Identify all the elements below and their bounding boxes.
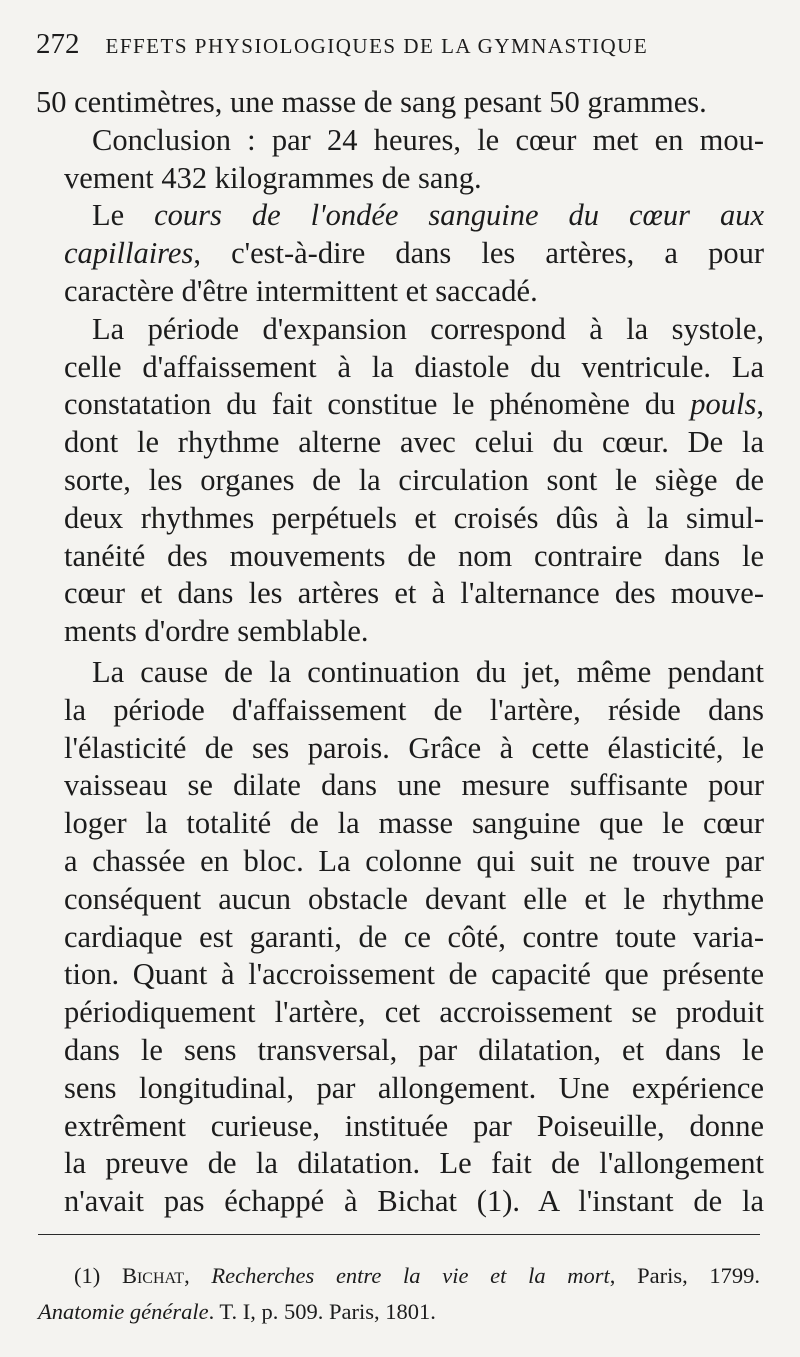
text-line (36, 197, 764, 235)
text-line: l'élasticité de ses parois. Grâce à cette élasticité, le (64, 730, 764, 765)
text-line: caractère d'être intermittent et saccadé. (64, 273, 538, 308)
text-line: Conclusion : par 24 heures, le cœur met en mou- (92, 122, 764, 157)
text-line: la preuve de la dilatation. Le fait de l'allongement (64, 1146, 764, 1181)
paragraph (36, 311, 764, 651)
text-span: , (184, 1263, 190, 1288)
text-line: La cause de la continuation du jet, même pendant (92, 654, 764, 689)
running-title: EFFETS PHYSIOLOGIQUES DE LA GYMNASTIQUE (105, 34, 649, 58)
text-line: La période d'expansion correspond à la systole, (92, 311, 764, 346)
running-head (36, 28, 764, 84)
footnote-title: Anatomie générale (38, 1299, 209, 1324)
body-text (36, 84, 764, 1221)
footnote-line (38, 1294, 760, 1330)
text-line: vaisseau se dilate dans une mesure suffisante pour (64, 768, 764, 803)
text-line: sorte, les organes de la circulation sont le siège de (64, 462, 764, 497)
paragraph (36, 197, 764, 310)
text-line: tion. Quant à l'accroissement de capacité que présente (64, 957, 764, 992)
text-line (36, 235, 764, 273)
text-line: dans le sens transversal, par dilatation, et dans le (64, 1032, 764, 1067)
footnote-publication: . T. I, p. 509. Paris, 1801. (208, 1299, 436, 1324)
text-line: dont le rhythme alterne avec celui du cœur. De la (64, 425, 764, 460)
italic-text: pouls (690, 387, 757, 422)
footnote-marker: (1) (74, 1263, 101, 1288)
text-span: Le (92, 198, 125, 233)
footnote-publication: , Paris, 1799. (609, 1263, 761, 1288)
footnote (38, 1258, 760, 1330)
text-line: celle d'affaissement à la diastole du ventricule. La (64, 349, 764, 384)
footnote-rule (38, 1234, 760, 1235)
text-span: , (756, 387, 764, 422)
text-line: cœur et dans les artères et à l'alternance des mouve- (64, 576, 764, 611)
text-line: cardiaque est garanti, de ce côté, contre toute varia- (64, 919, 764, 954)
paragraph (36, 122, 764, 198)
footnote-line (38, 1258, 760, 1294)
text-line: extrêment curieuse, instituée par Poiseuille, donne (64, 1108, 764, 1143)
footnote-author: Bichat (121, 1263, 185, 1288)
text-line: ments d'ordre semblable. (64, 614, 369, 649)
text-line: a chassée en bloc. La colonne qui suit ne trouve par (64, 843, 764, 878)
page-number: 272 (36, 28, 80, 60)
text-line: deux rhythmes perpétuels et croisés dûs à la simul- (64, 500, 764, 535)
italic-text: cours de l'ondée sanguine du cœur aux (154, 198, 764, 233)
text-line: sens longitudinal, par allongement. Une expérience (64, 1070, 764, 1105)
text-line: tanéité des mouvements de nom contraire dans le (64, 538, 764, 573)
italic-text: capillaires (64, 236, 194, 271)
text-span: constatation du fait constitue le phénomène du (64, 387, 676, 422)
paragraph (36, 84, 764, 122)
footnote-title: Recherches entre la vie et la mort (211, 1263, 610, 1288)
text-span: , c'est-à-dire dans les artères, a pour (193, 236, 764, 271)
text-line: périodiquement l'artère, cet accroissement se produit (64, 995, 764, 1030)
text-line: 50 centimètres, une masse de sang pesant 50 grammes. (36, 85, 707, 119)
text-line: n'avait pas échappé à Bichat (1). A l'instant de la (64, 1184, 764, 1219)
text-line: la période d'affaissement de l'artère, réside dans (64, 692, 764, 727)
text-line: loger la totalité de la masse sanguine que le cœur (64, 806, 764, 841)
paragraph (36, 654, 764, 1221)
text-line: vement 432 kilogrammes de sang. (64, 160, 482, 195)
text-line (36, 386, 764, 424)
text-line: conséquent aucun obstacle devant elle et le rhythme (64, 881, 764, 916)
